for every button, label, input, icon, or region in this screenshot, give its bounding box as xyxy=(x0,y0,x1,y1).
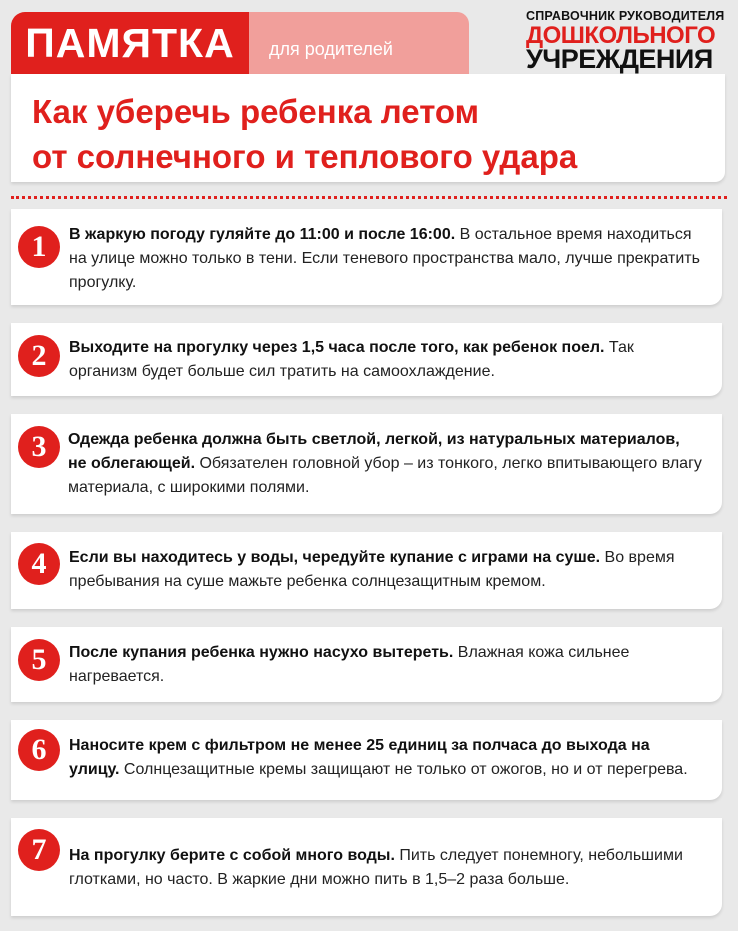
tip-card-1 xyxy=(11,209,722,305)
brand-line-2: ДОШКОЛЬНОГО xyxy=(526,21,716,49)
page-title: Как уберечь ребенка летом от солнечного и теплового удара xyxy=(32,93,578,175)
tip-number-3: 3 xyxy=(18,426,60,468)
tip-card-4 xyxy=(11,532,722,609)
tip-bold-1: В жаркую погоду гуляйте до 11:00 и после 16:00. xyxy=(69,226,456,243)
tip-number-7: 7 xyxy=(18,829,60,871)
tip-card-3 xyxy=(11,414,722,514)
tip-text-1 xyxy=(69,223,702,295)
tip-number-4: 4 xyxy=(18,543,60,585)
tip-text-3 xyxy=(68,428,702,500)
memo-badge: ПАМЯТКА xyxy=(11,12,249,74)
tip-card-5 xyxy=(11,627,722,702)
tip-bold-5: После купания ребенка нужно насухо вытереть. xyxy=(69,644,454,661)
tip-body-2: Так организм будет больше сил тратить на самоохлаждение. xyxy=(69,339,634,380)
brand-line-1: СПРАВОЧНИК РУКОВОДИТЕЛЯ xyxy=(526,9,725,23)
tip-number-1: 1 xyxy=(18,226,60,268)
tip-number-5: 5 xyxy=(18,639,60,681)
tip-text-7 xyxy=(69,844,702,892)
tip-text-4 xyxy=(69,546,702,594)
tip-text-6 xyxy=(69,734,702,782)
tip-body-5: Влажная кожа сильнее нагревается. xyxy=(69,644,630,685)
title-card xyxy=(11,74,725,182)
tip-bold-2: Выходите на прогулку через 1,5 часа после того, как ребенок поел. xyxy=(69,339,605,356)
tip-card-2 xyxy=(11,323,722,396)
tip-body-4: Во время пребывания на суше мажьте ребенка солнцезащитным кремом. xyxy=(69,549,675,590)
tip-bold-3: Одежда ребенка должна быть светлой, легкой, из натуральных материалов, не облегающей. xyxy=(68,431,680,472)
tip-body-6: Солнцезащитные кремы защищают не только от ожогов, но и от перегрева. xyxy=(119,761,688,778)
tip-body-3: Обязателен головной убор – из тонкого, легко впитывающего влагу материала, с широкими полями. xyxy=(68,455,702,496)
tip-bold-6: Наносите крем с фильтром не менее 25 единиц за полчаса до выхода на улицу. xyxy=(69,737,650,778)
tip-body-1: В остальное время находиться на улице можно только в тени. Если теневого пространства мало, лучше прекратить прогулку. xyxy=(69,226,700,291)
brand-line-3: УЧРЕЖДЕНИЯ xyxy=(526,43,713,74)
tip-number-2: 2 xyxy=(18,335,60,377)
tip-number-6: 6 xyxy=(18,729,60,771)
tip-text-5 xyxy=(69,641,702,689)
tip-bold-7: На прогулку берите с собой много воды. xyxy=(69,847,395,864)
brand-logo xyxy=(526,10,726,73)
tip-card-6 xyxy=(11,720,722,800)
tip-body-7: Пить следует понемногу, небольшими глотками, но часто. В жаркие дни можно пить в 1,5–2 раза больше. xyxy=(69,847,683,888)
dotted-divider xyxy=(11,196,727,199)
tip-card-7 xyxy=(11,818,722,916)
header xyxy=(0,0,738,190)
tip-bold-4: Если вы находитесь у воды, чередуйте купание с играми на суше. xyxy=(69,549,601,566)
audience-tag: для родителей xyxy=(249,12,469,74)
tip-text-2 xyxy=(69,336,702,384)
